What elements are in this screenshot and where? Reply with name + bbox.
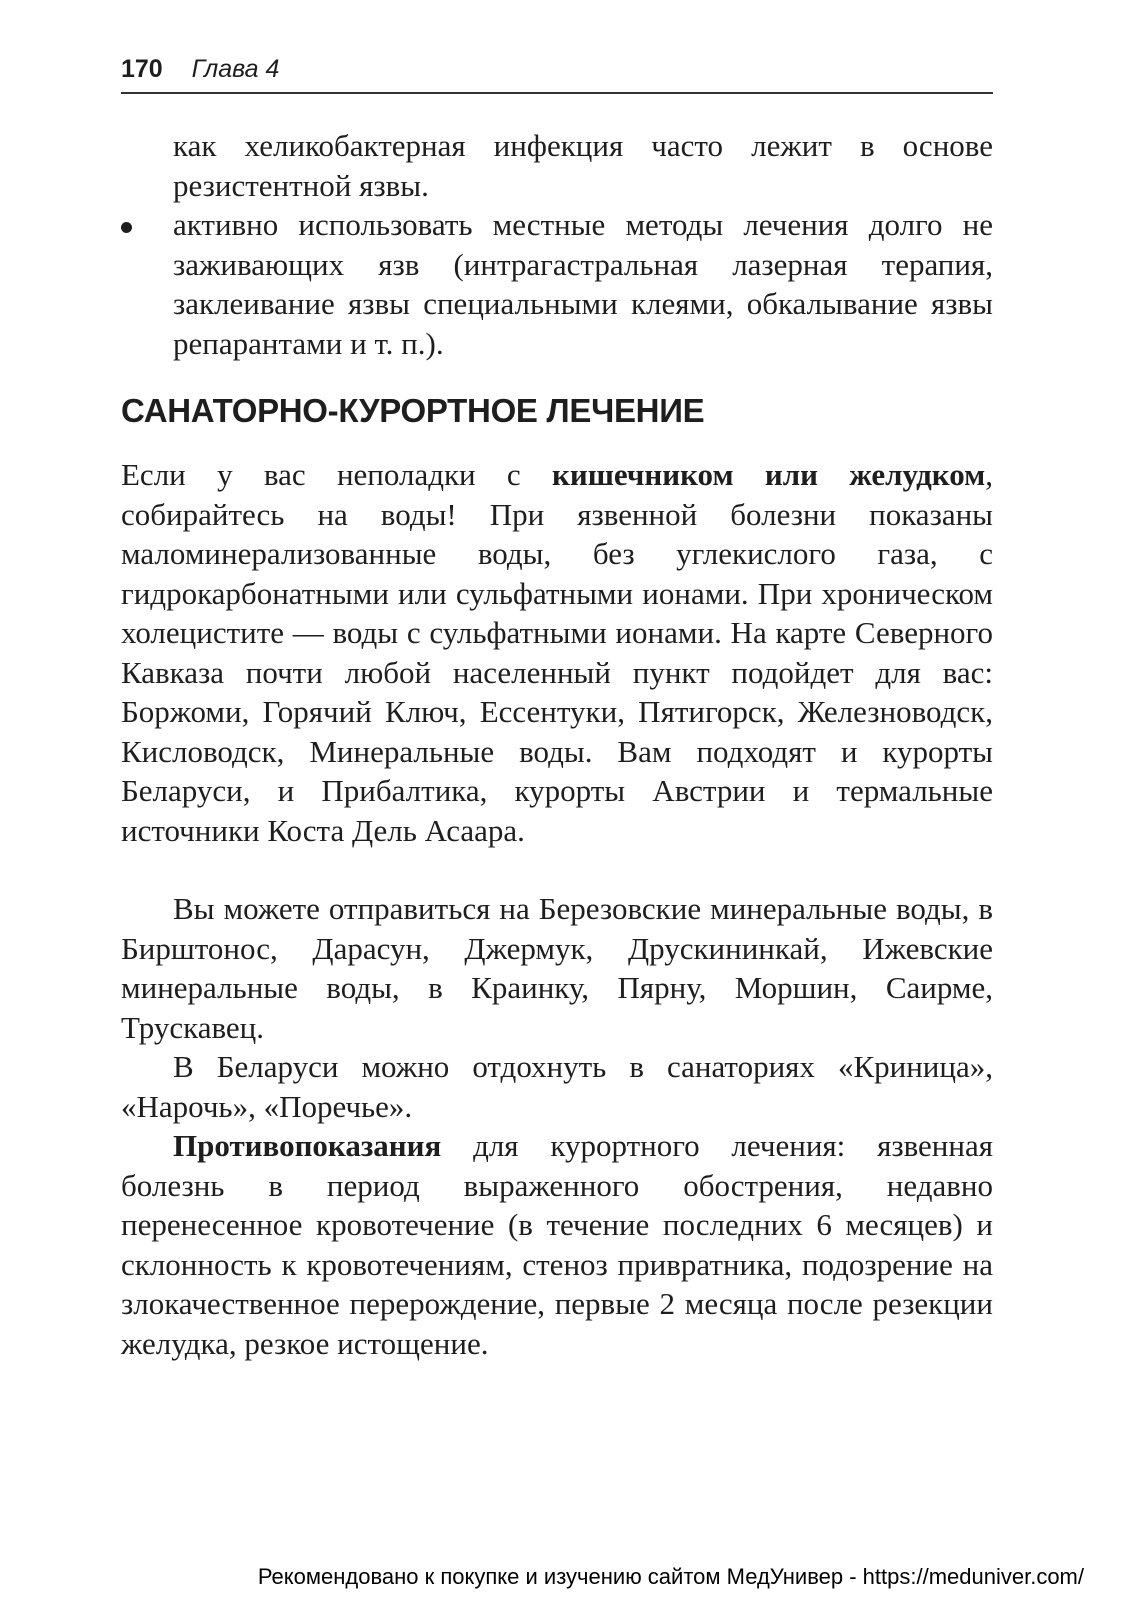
paragraph-1: [121, 455, 993, 850]
paragraph-1-body: , собирайтесь на воды! При язвенной болезни показаны маломинерализованные воды, без углекислого газа, с гидрокарбонатными или сульфатными ионами. При хроническом холецистите — воды с сульфатными ионами. На карте Северного Кавказа почти любой населенный пункт подойдет для вас: Боржоми, Горячий Ключ, Ессентуки, Пятигорск, Железноводск, Кисловодск, Минеральные воды. Вам подходят и курорты Беларуси, и Прибалтика, курорты Австрии и термальные источники Коста Дель Асаара.: [121, 457, 993, 848]
paragraph-4-body: для курортного лечения: язвенная болезнь в период выраженного обострения, недавно перенесенное кровотечение (в течение последних 6 месяцев) и склонность к кровотечениям, стеноз привратника, подозрение на злокачественное перерождение, первые 2 месяца после резекции желудка, резкое истощение.: [121, 1128, 993, 1361]
list-item-text: активно использовать местные методы лечения долго не заживающих язв (интрагастральная лазерная терапия, заклеивание язвы специальными клеями, обкалывание язвы репарантами и т. п.).: [173, 207, 993, 361]
page-number: 170: [121, 55, 163, 83]
paragraph-2: Вы можете отправиться на Березовские минеральные воды, в Бирштонос, Дарасун, Джермук, Друскининкай, Ижевские минеральные воды, в Краинку, Пярну, Моршин, Саирме, Трускавец.: [121, 891, 993, 1045]
bullet-list: [121, 126, 993, 363]
bullet-icon: [121, 222, 132, 233]
list-item: [121, 205, 993, 363]
paragraph-4-bold: Противопоказания: [173, 1128, 442, 1163]
paragraph-3: В Беларуси можно отдохнуть в санаториях «Криница», «Нарочь», «Поречье».: [121, 1049, 993, 1124]
paragraph-4: [121, 1126, 993, 1363]
footer-watermark: Рекомендовано к покупке и изучению сайтом МедУнивер - https://meduniver.com/: [257, 1564, 1084, 1589]
list-item-continuation: как хеликобактерная инфекция часто лежит в основе резистентной язвы.: [173, 128, 993, 203]
running-header: [121, 52, 993, 94]
chapter-title: Глава 4: [191, 55, 280, 83]
paragraph-1-intro: Если у вас неполадки с: [121, 457, 553, 492]
section-heading: САНАТОРНО-КУРОРТНОЕ ЛЕЧЕНИЕ: [121, 392, 705, 429]
paragraph-1-bold: кишечником или желудком: [552, 457, 986, 492]
